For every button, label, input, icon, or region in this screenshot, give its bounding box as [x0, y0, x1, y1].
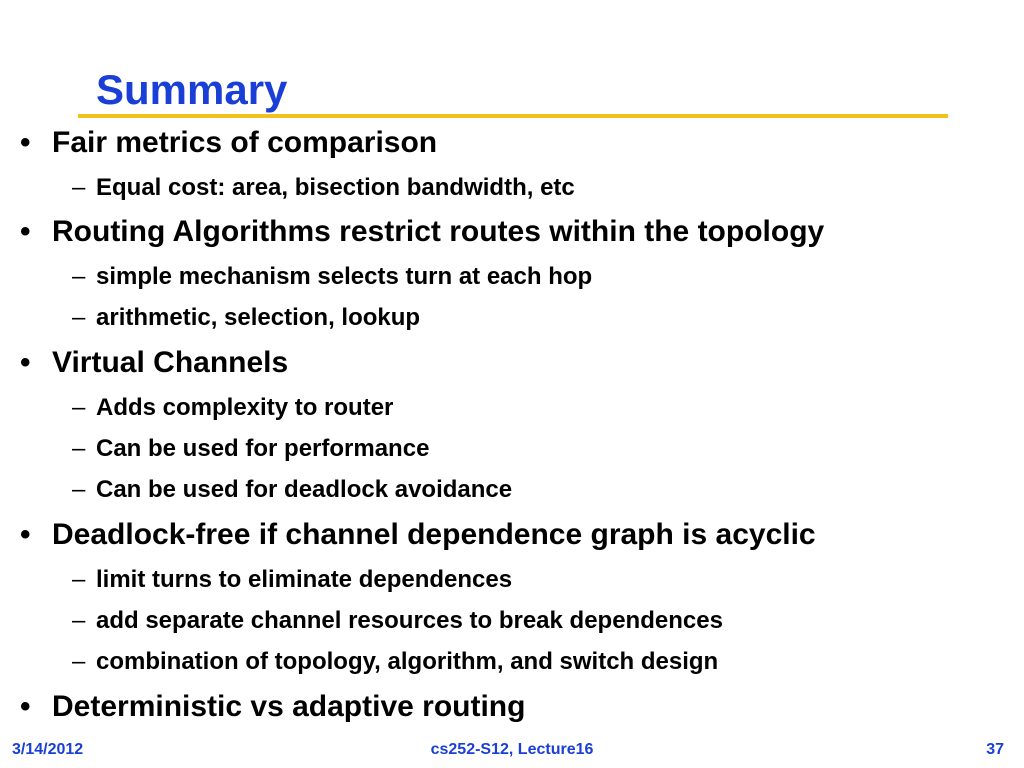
bullet-marker: •	[20, 518, 31, 551]
sub-bullet-marker: –	[72, 263, 86, 290]
sub-bullet-text: Can be used for performance	[96, 435, 430, 462]
bullet-text: Fair metrics of comparison	[52, 126, 438, 159]
sub-bullet-text: combination of topology, algorithm, and switch design	[96, 648, 719, 675]
sub-bullet-item	[72, 303, 421, 333]
sub-bullet-marker: –	[72, 304, 86, 331]
sub-bullet-item	[72, 173, 575, 203]
bullet-marker: •	[20, 215, 31, 248]
sub-bullet-text: Equal cost: area, bisection bandwidth, etc	[96, 174, 575, 201]
sub-bullet-item	[72, 565, 513, 595]
sub-bullet-marker: –	[72, 174, 86, 201]
bullet-text: Routing Algorithms restrict routes within the topology	[52, 215, 825, 248]
bullet-text: Virtual Channels	[52, 346, 289, 379]
sub-bullet-marker: –	[72, 435, 86, 462]
bullet-item	[20, 214, 825, 250]
bullet-text: Deadlock-free if channel dependence graph is acyclic	[52, 518, 816, 551]
sub-bullet-marker: –	[72, 394, 86, 421]
sub-bullet-item	[72, 262, 593, 292]
bullet-text: Deterministic vs adaptive routing	[52, 690, 526, 723]
bullet-item	[20, 125, 438, 161]
sub-bullet-text: add separate channel resources to break dependences	[96, 607, 723, 634]
bullet-marker: •	[20, 126, 31, 159]
sub-bullet-text: simple mechanism selects turn at each hop	[96, 263, 593, 290]
bullet-marker: •	[20, 690, 31, 723]
sub-bullet-item	[72, 606, 723, 636]
sub-bullet-marker: –	[72, 476, 86, 503]
sub-bullet-item	[72, 475, 513, 505]
sub-bullet-item	[72, 393, 394, 423]
sub-bullet-item	[72, 434, 430, 464]
footer-page-number: 37	[986, 741, 1004, 758]
footer-date: 3/14/2012	[12, 741, 84, 758]
bullet-item	[20, 517, 816, 553]
sub-bullet-text: Can be used for deadlock avoidance	[96, 476, 513, 503]
bullet-item	[20, 689, 526, 725]
sub-bullet-marker: –	[72, 607, 86, 634]
bullet-marker: •	[20, 346, 31, 379]
sub-bullet-text: limit turns to eliminate dependences	[96, 566, 513, 593]
footer-course: cs252-S12, Lecture16	[430, 741, 594, 758]
sub-bullet-text: arithmetic, selection, lookup	[96, 304, 421, 331]
sub-bullet-marker: –	[72, 566, 86, 593]
sub-bullet-item	[72, 647, 719, 677]
sub-bullet-text: Adds complexity to router	[96, 394, 394, 421]
sub-bullet-marker: –	[72, 648, 86, 675]
bullet-item	[20, 345, 289, 381]
slide-title: Summary	[96, 66, 288, 113]
